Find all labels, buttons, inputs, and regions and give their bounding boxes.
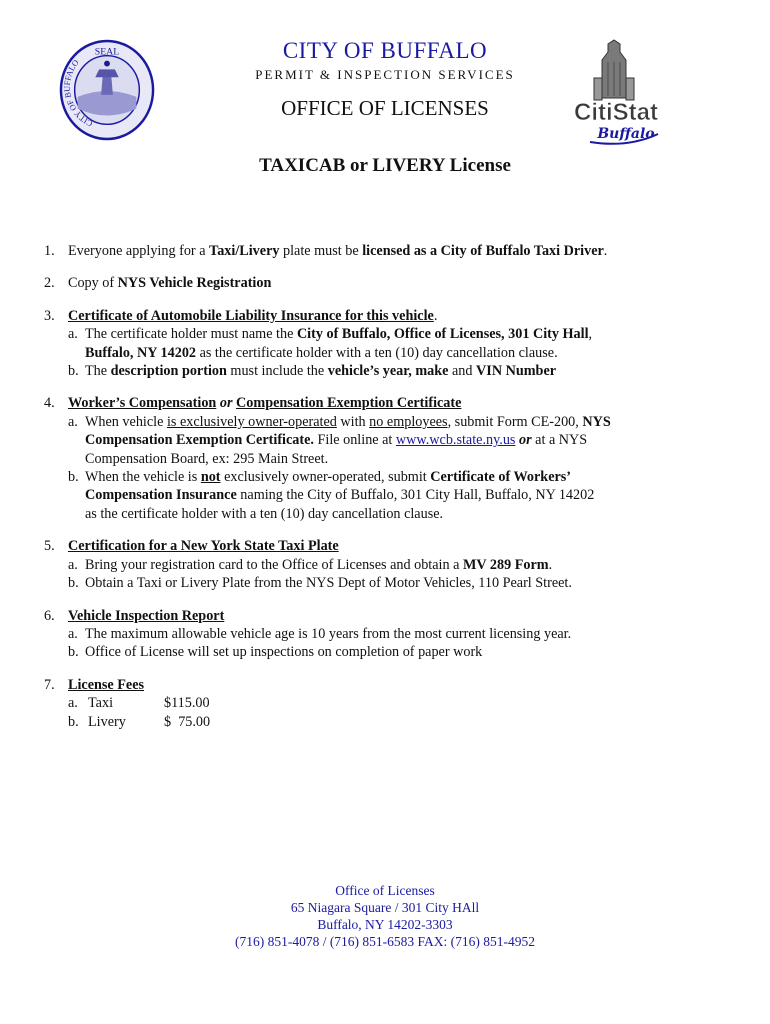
fee-letter: b. (68, 713, 79, 730)
citistat-script: Buffalo (597, 126, 655, 142)
text-bold: City of Buffalo, Office of Licenses, 301 City Hall (296, 326, 589, 343)
fee-letter: a. (68, 695, 78, 712)
item-number: 5. (44, 538, 55, 555)
wcb-website-link[interactable]: www.wcb.state.ny.us (395, 432, 516, 449)
sub-letter: b. (68, 575, 79, 592)
citistat-wordmark: CitiStat (574, 99, 658, 126)
text: . (548, 556, 553, 573)
list-item (44, 307, 724, 381)
requirements-list (44, 242, 724, 745)
list-item (44, 537, 724, 592)
text-bold: or (216, 395, 237, 412)
text: with (336, 413, 370, 430)
list-item (44, 274, 724, 292)
office-heading: OFFICE OF LICENSES (281, 96, 489, 120)
sub-letter: a. (68, 413, 78, 430)
text-bold: description portion (110, 363, 227, 380)
text: . (433, 307, 438, 324)
fee-label: Taxi (88, 695, 114, 712)
text-bold: Certificate of Workers’ (430, 469, 572, 486)
item-title: Worker’s Compensation (68, 395, 217, 412)
sub-letter: a. (68, 326, 78, 343)
footer-city: Buffalo, NY 14202-3303 (317, 917, 453, 932)
sub-letter: b. (68, 469, 79, 486)
text: and (448, 363, 477, 380)
list-item (44, 394, 724, 523)
item-title: Vehicle Inspection Report (68, 607, 225, 624)
text-bold: Compensation Insurance (85, 487, 237, 504)
list-item (44, 607, 724, 662)
text-bold: VIN Number (476, 363, 557, 380)
seal-top-text: SEAL (94, 46, 120, 58)
department-heading: PERMIT & INSPECTION SERVICES (255, 67, 515, 82)
text-bold: MV 289 Form (462, 556, 549, 573)
text: must include the (226, 363, 328, 380)
text-bold: licensed as a City of Buffalo Taxi Driver (362, 243, 604, 259)
item-number: 7. (44, 676, 55, 693)
text: The maximum allowable vehicle age is 10 years from the most current licensing year. (85, 625, 572, 642)
seal-ring-text: CITY OF BUFFALO (62, 58, 95, 129)
document-title: TAXICAB or LIVERY License (259, 155, 511, 176)
text: Bring your registration card to the Office of Licenses and obtain a (85, 556, 463, 573)
text: Office of License will set up inspections on completion of paper work (85, 644, 483, 661)
fee-label: Livery (88, 713, 126, 730)
list-item (44, 676, 724, 731)
item-number: 6. (44, 607, 55, 624)
text: . (603, 243, 608, 259)
footer-address: 65 Niagara Square / 301 City HAll (290, 900, 480, 915)
sub-item (68, 325, 724, 362)
sub-item (68, 625, 724, 643)
text: Everyone applying for a (68, 243, 210, 259)
item-number: 1. (44, 243, 55, 259)
item-number: 3. (44, 307, 55, 324)
sub-item (68, 574, 724, 592)
item-number: 4. (44, 395, 55, 412)
text: Obtain a Taxi or Livery Plate from the NYS Dept of Motor Vehicles, 110 Pearl Street. (85, 575, 572, 592)
sub-item (68, 413, 724, 468)
text: plate must be (279, 243, 363, 259)
sub-item (68, 362, 724, 380)
item-title: Certificate of Automobile Liability Insurance for this vehicle (68, 307, 434, 324)
sub-letter: b. (68, 363, 79, 380)
text-bold: NYS (582, 413, 611, 430)
text-bold: Buffalo, NY 14202 (85, 344, 197, 361)
fee-amount: $115.00 (164, 695, 210, 712)
text: The (85, 363, 111, 380)
text-underline: no employees (369, 413, 448, 430)
text-bold: Compensation Exemption Certificate. (85, 432, 314, 449)
text: , (588, 326, 593, 343)
sub-item (68, 643, 724, 661)
text-bold: not (200, 469, 221, 486)
text-bold: or (515, 432, 532, 449)
footer-phone: (716) 851-4078 / (716) 851-6583 FAX: (716) 851-4952 (234, 934, 536, 949)
sub-letter: a. (68, 625, 78, 642)
text: exclusively owner-operated, submit (220, 469, 431, 486)
footer-office: Office of Licenses (335, 883, 435, 898)
text: as the certificate holder with a ten (10) day cancellation clause. (196, 344, 558, 361)
list-item (44, 242, 724, 260)
sub-letter: a. (68, 556, 78, 573)
sub-letter: b. (68, 644, 79, 661)
item-title: Certification for a New York State Taxi Plate (68, 538, 339, 555)
text-bold: vehicle’s year, make (327, 363, 449, 380)
footer-contact (0, 882, 770, 950)
item-title: Compensation Exemption Certificate (236, 395, 462, 412)
text: Compensation Board, ex: 295 Main Street. (85, 450, 329, 467)
fee-amount: $ 75.00 (164, 713, 211, 730)
sub-item (68, 556, 724, 574)
text: Copy of (68, 275, 118, 292)
text-bold: NYS Vehicle Registration (117, 275, 272, 292)
sub-item (68, 468, 724, 523)
item-title: License Fees (68, 676, 145, 693)
text: at a NYS (531, 432, 588, 449)
text: When vehicle (85, 413, 167, 430)
fees-table (68, 694, 724, 731)
text: as the certificate holder with a ten (10) day cancellation clause. (85, 505, 444, 522)
text: , submit Form CE-200, (447, 413, 583, 430)
text: File online at (313, 432, 396, 449)
city-heading: CITY OF BUFFALO (282, 38, 488, 63)
text-bold: Taxi/Livery (209, 243, 280, 259)
text: naming the City of Buffalo, 301 City Hall, Buffalo, NY 14202 (236, 487, 595, 504)
text: The certificate holder must name the (85, 326, 297, 343)
text-underline: is exclusively owner-operated (166, 413, 337, 430)
text: When the vehicle is (85, 469, 201, 486)
item-number: 2. (44, 275, 55, 292)
